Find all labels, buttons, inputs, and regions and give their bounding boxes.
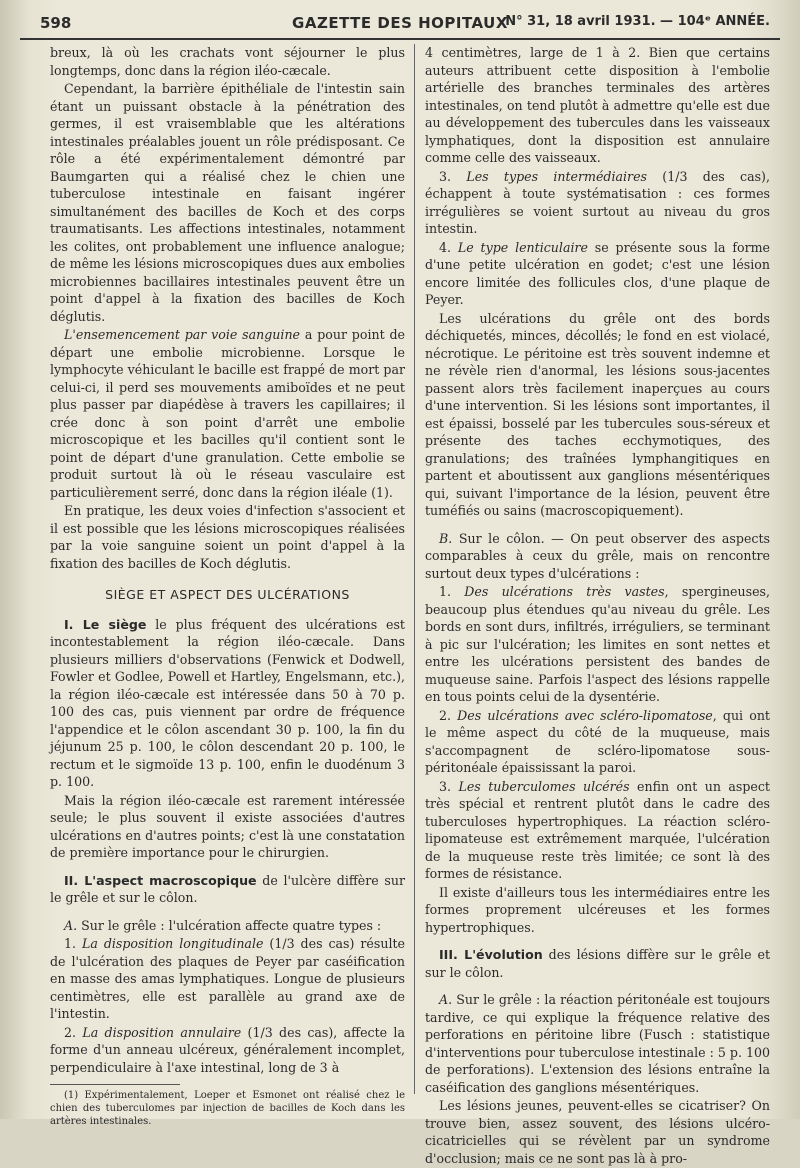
journal-title: GAZETTE DES HOPITAUX — [292, 14, 508, 32]
page-header — [20, 8, 780, 40]
footnote: (1) Expérimentalement, Loeper et Esmonet ont réalisé chez le chien des tuberculomes par injection de bacilles de Koch dans les artères intestinales. — [50, 1090, 405, 1127]
paragraph: En pratique, les deux voies d'infection s'associent et il est possible que les lésions microscopiques réalisées par la voie sanguine soient un point d'appel à la fixation des bacilles de Koch déglutis. — [50, 503, 405, 571]
right-column — [425, 44, 770, 1168]
paragraph: II. L'aspect macroscopique de l'ulcère diffère sur le grêle et sur le côlon. — [50, 872, 405, 905]
paragraph: 2. La disposition annulaire (1/3 des cas), affecte la forme d'un anneau ulcéreux, généralement incomplet, perpendiculaire à l'axe intestinal, long de 3 à — [50, 1024, 405, 1075]
paragraph: 3. Les types intermédiaires (1/3 des cas), échappent à toute systématisation : ces formes irrégulières se voient surtout au niveau du gros intestin. — [425, 168, 770, 236]
left-column — [50, 44, 405, 1129]
paragraph: Mais la région iléo-cæcale est rarement intéressée seule; le plus souvent il existe associées d'autres ulcérations en d'autres points; c'est là une constatation de première importance pour le chirurgien. — [50, 792, 405, 860]
paragraph: I. Le siège le plus fréquent des ulcérations est incontestablement la région iléo-cæcale. Dans plusieurs milliers d'observations (Fenwick et Dodwell, Fowler et Godlee, Powell et Hartley, Engelsmann, etc.), la région iléo-cæcale est intéressée dans 50 à 70 p. 100 des cas, puis viennent par ordre de fréquence l'appendice et le côlon ascendant 30 p. 100, la fin du jéjunum 25 p. 100, le côlon descendant 20 p. 100, le rectum et le sigmoïde 13 p. 100, enfin le duodénum 3 p. 100. — [50, 616, 405, 789]
section-heading: SIÈGE ET ASPECT DES ULCÉRATIONS — [105, 587, 350, 602]
paragraph: 4. Le type lenticulaire se présente sous la forme d'une petite ulcération en godet; c'est une lésion encore limitée des follicules clos, d'une plaque de Peyer. — [425, 239, 770, 307]
paragraph: 1. La disposition longitudinale (1/3 des cas) résulte de l'ulcération des plaques de Peyer par caséification en masse des amas lymphatiques. Longue de plusieurs centimètres, elle est parallèle au grand axe de l'intestin. — [50, 936, 405, 1021]
paragraph: 4 centimètres, large de 1 à 2. Bien que certains auteurs attribuent cette disposition à l'embolie artérielle des branches terminales des artères intestinales, on tend plutôt à admettre qu'elle est due au développement des tubercules dans les vaisseaux lymphatiques, dont la disposition est annulaire comme celle des vaisseaux. — [425, 45, 770, 165]
paragraph: L'ensemencement par voie sanguine a pour point de départ une embolie microbienne. Lorsque le lymphocyte véhiculant le bacille est frappé de mort par celui-ci, il perd ses mouvements amiboïdes et ne peut plus passer par diapédèse à travers les capillaires; il crée donc à son point d'arrêt une embolie microscopique et les bacilles qu'il contient sont le point de départ d'une granulation. Cette embolie se produit surtout là où le réseau vasculaire est particulièrement serré, donc dans la région iléale (1). — [50, 327, 405, 500]
page-number: 598 — [40, 14, 72, 32]
paragraph: 3. Les tuberculomes ulcérés enfin ont un aspect très spécial et rentrent plutôt dans le cadre des tuberculoses hypertrophiques. La réaction scléro-lipomateuse est extrêmement marquée, l'ulcération de la muqueuse reste très limitée; ce sont là des formes de résistance. — [425, 778, 770, 881]
paragraph: 1. Des ulcérations très vastes, spergineuses, beaucoup plus étendues qu'au niveau du grêle. Les bords en sont durs, infiltrés, irréguliers, se terminant à pic sur l'ulcération; les limites en sont nettes et entre les ulcérations persistent des bandes de muqueuse saine. Parfois l'aspect des lésions rappelle en tous points celui de la dysentérie. — [425, 584, 771, 704]
footnote-rule — [50, 1084, 180, 1085]
paragraph: Cependant, la barrière épithéliale de l'intestin sain étant un puissant obstacle à la pénétration des germes, il est vraisemblable que les altérations intestinales préalables jouent un rôle prédisposant. Ce rôle a été expérimentalement démontré par Baumgarten qui a réalisé chez le chien une tuberculose intestinale en faisant ingérer simultanément des bacilles de Koch et des corps traumatisants. Les affections intestinales, notamment les colites, ont probablement une influence analogue; de même les lésions microscopiques dues aux embolies microbiennes bacillaires intestinales peuvent être un point d'appel à la fixation des bacilles de Koch déglutis. — [50, 81, 405, 324]
paragraph: III. L'évolution des lésions diffère sur le grêle et sur le côlon. — [425, 947, 771, 980]
paragraph: Les ulcérations du grêle ont des bords déchiquetés, minces, décollés; le fond en est violacé, nécrotique. Le péritoine est très souvent indemne et ne révèle rien d'anormal, les lésions sous-jacentes passent alors très facilement inaperçues au cours d'une intervention. Si les lésions sont importantes, il est épaissi, bosselé par les tubercules sous-séreux et présente des taches ecchymotiques, des granulations; des traînées lymphangitiques en partent et aboutissent aux ganglions mésentériques qui, suivant l'importance de la lésion, peuvent être tuméfiés ou sains (macroscopiquement). — [425, 310, 770, 518]
paragraph: B. Sur le côlon. — On peut observer des aspects comparables à ceux du grêle, mais on rencontre surtout deux types d'ulcérations : — [425, 530, 770, 581]
paragraph: 2. Des ulcérations avec scléro-lipomatose, qui ont le même aspect du côté de la muqueuse, mais s'accompagnent de scléro-lipomatose sous-péritonéale épaississant la paroi. — [425, 707, 770, 775]
paragraph: A. Sur le grêle : l'ulcération affecte quatre types : — [64, 917, 382, 933]
issue-info: N° 31, 18 avril 1931. — 104ᵉ ANNÉE. — [505, 14, 770, 29]
column-divider — [414, 44, 415, 1094]
paragraph: breux, là où les crachats vont séjourner le plus longtemps, donc dans la région iléo-cæcale. — [50, 45, 405, 78]
paragraph: A. Sur le grêle : la réaction péritonéale est toujours tardive, ce qui explique la fréquence relative des perforations en péritoine libre (Fusch : statistique d'interventions pour tuberculose intestinale : 5 p. 100 de perforations). L'extension des lésions entraîne la caséification des ganglions mésentériques. — [425, 992, 770, 1095]
paragraph: Les lésions jeunes, peuvent-elles se cicatriser? On trouve bien, assez souvent, des lésions ulcéro-cicatricielles qui se révèlent par un syndrome d'occlusion; mais ce ne sont pas là à pro- — [425, 1098, 770, 1166]
paragraph: Il existe d'ailleurs tous les intermédiaires entre les formes proprement ulcéreuses et les formes hypertrophiques. — [425, 884, 770, 935]
